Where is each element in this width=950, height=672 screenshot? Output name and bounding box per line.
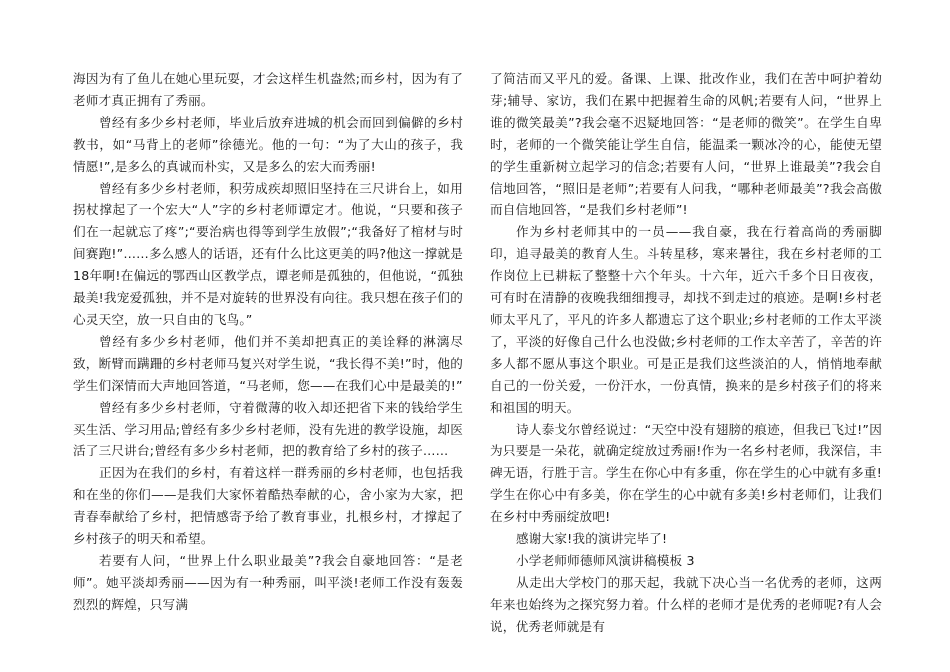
left-paragraph-5: 曾经有多少乡村老师，守着微薄的收入却还把省下来的钱给学生买生活、学习用品;曾经有多少乡村老师，没有先进的教学设施，却医活了三尺讲台;曾经有多少乡村老师，把的教育给了乡村的孩子……: [73, 399, 463, 459]
right-paragraph-5: 从走出大学校门的那天起，我就下决心当一名优秀的老师，这两年来也始终为之探究努力着。什么样的老师才是优秀的老师呢?有人会说，优秀老师就是有: [490, 574, 882, 634]
left-column: [73, 68, 463, 616]
left-paragraph-6: 正因为在我们的乡村，有着这样一群秀丽的乡村老师，也包括我和在坐的你们——是我们大家怀着酷热奉献的心，舍小家为大家，把青春奉献给了乡村，把情感寄予给了教育事业，扎根乡村，才撑起了乡村孩子的明天和希望。: [73, 465, 463, 547]
left-paragraph-3: 曾经有多少乡村老师，积劳成疾却照旧坚持在三尺讲台上，如用拐杖撑起了一个宏大“人”字的乡村老师谭定才。他说，“只要和孩子们在一起就忘了疼”;“要治病也得等到学生放假”;“我备好了棺材与时间赛跑!”……多么感人的话语，还有什么比这更美的吗?他这一撑就是18年啊!在偏远的鄂西山区教学点，谭老师是孤独的，但他说，“孤独最美!我宠爱孤独，并不是对旋转的世界没有向往。我只想在孩子们的心灵天空，放一只自由的飞鸟。”: [73, 180, 463, 327]
left-paragraph-7: 若要有人问，“世界上什么职业最美”?我会自豪地回答：“是老师”。她平淡却秀丽——因为有一种秀丽，叫平淡!老师工作没有轰轰烈烈的辉煌，只写满: [73, 552, 463, 612]
left-paragraph-1: 海因为有了鱼儿在她心里玩耍，才会这样生机盎然;而乡村，因为有了老师才真正拥有了秀丽。: [73, 71, 463, 108]
right-column: [490, 68, 882, 638]
section-heading: 小学老师师德师风演讲稿模板 3: [516, 552, 695, 568]
right-paragraph-2: 作为乡村老师其中的一员——我自豪，我在行着高尚的秀丽脚印，追寻最美的教育人生。斗转星移，寒来暑往，我在乡村老师的工作岗位上已耕耘了整整十六个年头。十六年，近六千多个日日夜夜，可有时在清静的夜晚我细细搜寻，却找不到走过的痕迹。是啊!乡村老师太平凡了，平凡的许多人都遗忘了这个职业;乡村老师的工作太平淡了，平淡的好像自己什么也没做;乡村老师的工作太辛苦了，辛苦的许多人都不愿从事这个职业。可是正是我们这些淡泊的人，悄悄地奉献自己的一份关爱，一份汗水，一份真情，换来的是乡村孩子们的将来和祖国的明天。: [490, 224, 882, 415]
left-paragraph-4: 曾经有多少乡村老师，他们并不美却把真正的美诠释的淋漓尽致，断臂而蹒跚的乡村老师马复兴对学生说，“我长得不美!”时，他的学生们深情而大声地回答道，“马老师，您——在我们心中是最美的!”: [73, 333, 463, 393]
left-paragraph-2: 曾经有多少乡村老师，毕业后放弃进城的机会而回到偏僻的乡村教书，如“马背上的老师”徐德光。他的一句：“为了大山的孩子，我情愿!”,是多么的真诚而朴实，又是多么的宏大而秀丽!: [73, 114, 463, 174]
right-paragraph-1: 了简洁而又平凡的爱。备课、上课、批改作业，我们在苦中呵护着幼芽;辅导、家访，我们在累中把握着生命的风帆;若要有人问，“世界上谁的微笑最美”?我会毫不迟疑地回答：“是老师的微笑”。在学生自卑时，老师的一个微笑能让学生自信，能温柔一颗冰冷的心，能使无望的学生重新树立起学习的信念;若要有人问，“世界上谁最美”?我会自信地回答，“照旧是老师”;若要有人问我，“哪种老师最美”?我会高傲而自信地回答，“是我们乡村老师”!: [490, 71, 882, 218]
right-paragraph-4: 感谢大家!我的演讲完毕了!: [516, 531, 668, 547]
right-paragraph-3: 诗人泰戈尔曾经说过：“天空中没有翅膀的痕迹，但我已飞过!”因为只要是一朵花，就确定绽放过秀丽!作为一名乡村老师，我深信，丰碑无语，行胜于言。学生在你心中有多重，你在学生的心中就有多重!学生在你心中有多美，你在学生的心中就有多美!乡村老师们，让我们在乡村中秀丽绽放吧!: [490, 421, 882, 525]
